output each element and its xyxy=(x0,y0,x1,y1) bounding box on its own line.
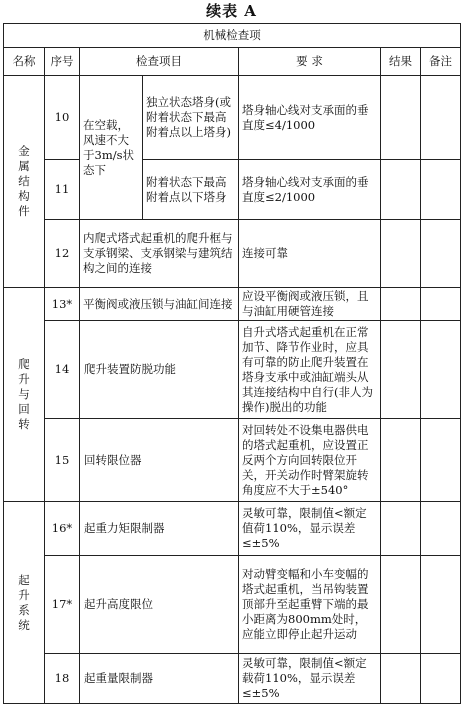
section-header: 机械检查项 xyxy=(4,24,461,48)
condition-cell: 在空载，风速不大于3m/s状态下 xyxy=(80,76,143,220)
requirement-cell: 自升式塔式起重机在正常加节、降节作业时，应具有可靠的防止爬升装置在塔身支承中或油缸端头从其连接结构中自行(非人为操作)脱出的功能 xyxy=(239,321,381,419)
result-cell[interactable] xyxy=(381,556,421,654)
inspection-table xyxy=(3,23,461,704)
seq-cell: 16* xyxy=(45,502,80,556)
seq-cell: 11 xyxy=(45,160,80,220)
col-header-name: 名称 xyxy=(4,48,45,76)
result-cell[interactable] xyxy=(381,288,421,321)
group-metal-structure: 金 属 结 构 件 xyxy=(4,76,45,288)
note-cell[interactable] xyxy=(421,76,461,160)
seq-cell: 10 xyxy=(45,76,80,160)
col-header-result: 结果 xyxy=(381,48,421,76)
result-cell[interactable] xyxy=(381,419,421,502)
requirement-cell: 塔身轴心线对支承面的垂直度≤2/1000 xyxy=(239,160,381,220)
sub-item-cell: 独立状态塔身(或附着状态下最高附着点以上塔身) xyxy=(143,76,239,160)
note-cell[interactable] xyxy=(421,288,461,321)
col-header-note: 备注 xyxy=(421,48,461,76)
item-cell: 起升高度限位 xyxy=(80,556,239,654)
result-cell[interactable] xyxy=(381,321,421,419)
seq-cell: 18 xyxy=(45,654,80,704)
page-title: 续表 A xyxy=(206,2,257,20)
result-cell[interactable] xyxy=(381,220,421,288)
seq-cell: 14 xyxy=(45,321,80,419)
note-cell[interactable] xyxy=(421,220,461,288)
item-cell: 平衡阀或液压锁与油缸间连接 xyxy=(80,288,239,321)
requirement-cell: 对回转处不设集电器供电的塔式起重机，应设置正反两个方向回转限位开关，开关动作时臂架旋转角度应不大于±540° xyxy=(239,419,381,502)
requirement-cell: 灵敏可靠，限制值<额定载荷110%，显示误差≤±5% xyxy=(239,654,381,704)
note-cell[interactable] xyxy=(421,419,461,502)
group-climbing-rotation: 爬 升 与 回 转 xyxy=(4,288,45,502)
item-cell: 回转限位器 xyxy=(80,419,239,502)
sub-item-cell: 附着状态下最高附着点以下塔身 xyxy=(143,160,239,220)
group-hoisting-system: 起 升 系 统 xyxy=(4,502,45,704)
seq-cell: 17* xyxy=(45,556,80,654)
item-cell: 起重量限制器 xyxy=(80,654,239,704)
note-cell[interactable] xyxy=(421,321,461,419)
result-cell[interactable] xyxy=(381,654,421,704)
note-cell[interactable] xyxy=(421,502,461,556)
note-cell[interactable] xyxy=(421,556,461,654)
item-cell: 爬升装置防脱功能 xyxy=(80,321,239,419)
note-cell[interactable] xyxy=(421,160,461,220)
col-header-item: 检查项目 xyxy=(80,48,239,76)
item-cell: 内爬式塔式起重机的爬升框与支承钢梁、支承钢梁与建筑结构之间的连接 xyxy=(80,220,239,288)
item-cell: 起重力矩限制器 xyxy=(80,502,239,556)
seq-cell: 12 xyxy=(45,220,80,288)
seq-cell: 13* xyxy=(45,288,80,321)
col-header-requirement: 要 求 xyxy=(239,48,381,76)
result-cell[interactable] xyxy=(381,76,421,160)
requirement-cell: 灵敏可靠，限制值<额定值荷110%，显示误差≤±5% xyxy=(239,502,381,556)
note-cell[interactable] xyxy=(421,654,461,704)
col-header-seq: 序号 xyxy=(45,48,80,76)
requirement-cell: 塔身轴心线对支承面的垂直度≤4/1000 xyxy=(239,76,381,160)
requirement-cell: 对动臂变幅和小车变幅的塔式起重机，当吊钩装置顶部升至起重臂下端的最小距离为800mm处时，应能立即停止起升运动 xyxy=(239,556,381,654)
requirement-cell: 连接可靠 xyxy=(239,220,381,288)
result-cell[interactable] xyxy=(381,502,421,556)
requirement-cell: 应设平衡阀或液压锁，且与油缸用硬管连接 xyxy=(239,288,381,321)
seq-cell: 15 xyxy=(45,419,80,502)
result-cell[interactable] xyxy=(381,160,421,220)
